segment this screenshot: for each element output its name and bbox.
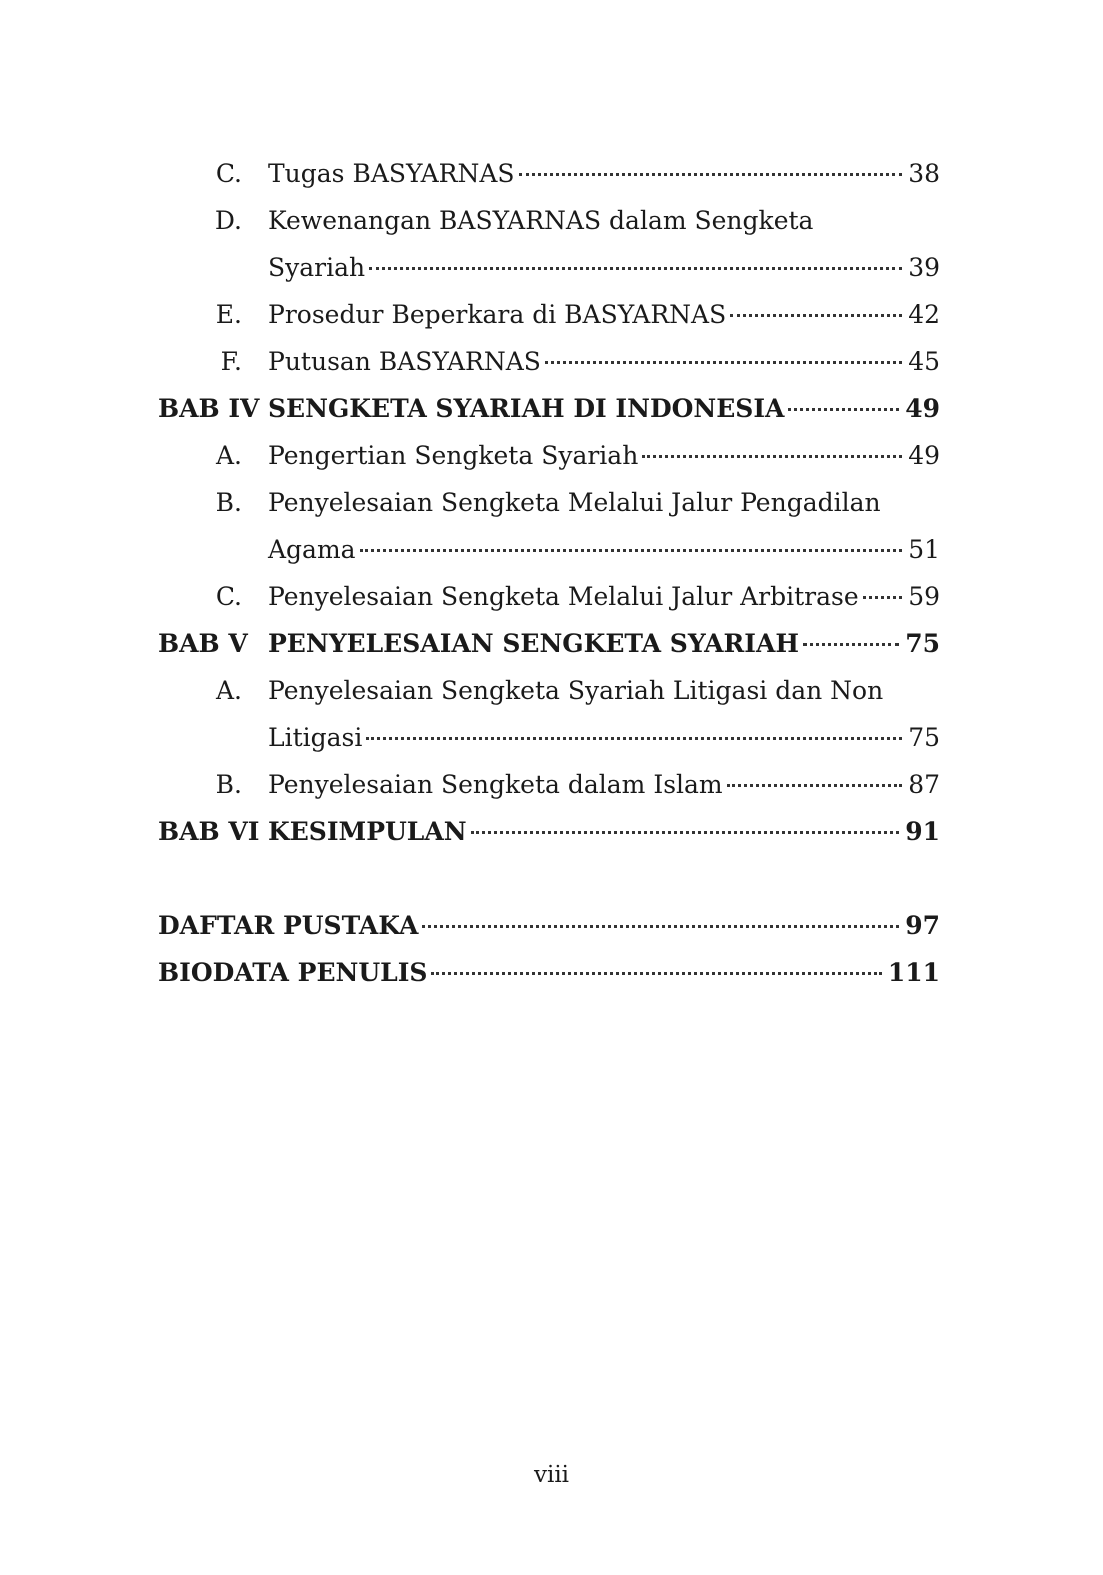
toc-title: Penyelesaian Sengketa Melalui Jalur Pengadilan: [268, 488, 881, 517]
dot-leader: [803, 643, 899, 646]
toc-entry-bab4-a[interactable]: [158, 432, 940, 479]
toc-letter: B.: [215, 770, 242, 799]
toc-title: Tugas BASYARNAS: [268, 159, 515, 188]
table-of-contents: [158, 150, 940, 996]
dot-leader: [545, 361, 902, 364]
toc-letter: F.: [220, 347, 242, 376]
toc-page: 75: [908, 723, 940, 752]
dot-leader: [788, 408, 899, 411]
toc-line: [268, 808, 940, 855]
toc-page: 49: [905, 394, 940, 423]
toc-page: 97: [905, 911, 940, 940]
toc-entry-d-kewenangan[interactable]: [158, 197, 940, 244]
section-title: DAFTAR PUSTAKA: [158, 911, 419, 940]
toc-page: 91: [905, 817, 940, 846]
toc-line: [158, 949, 940, 996]
toc-entry-bab4-b[interactable]: [158, 479, 940, 526]
toc-letter: D.: [214, 206, 242, 235]
section-title: BIODATA PENULIS: [158, 958, 428, 987]
dot-leader: [727, 784, 903, 787]
toc-entry-e-prosedur[interactable]: [158, 291, 940, 338]
toc-title-cont: Litigasi: [268, 723, 363, 752]
chapter-title: SENGKETA SYARIAH DI INDONESIA: [268, 394, 785, 423]
dot-leader: [519, 173, 903, 176]
page-number: viii: [533, 1462, 570, 1488]
toc-line: [268, 385, 940, 432]
toc-line: [268, 150, 940, 197]
dot-leader: [730, 314, 902, 317]
dot-leader: [642, 455, 902, 458]
toc-page: 51: [908, 535, 940, 564]
toc-line: [268, 291, 940, 338]
toc-page: 87: [908, 770, 940, 799]
toc-entry-bab5-a[interactable]: [158, 667, 940, 714]
toc-letter: A.: [215, 676, 242, 705]
toc-biodata-penulis[interactable]: [158, 949, 940, 996]
toc-daftar-pustaka[interactable]: [158, 902, 940, 949]
toc-line: [268, 573, 940, 620]
dot-leader: [360, 549, 903, 552]
toc-entry-f-putusan[interactable]: [158, 338, 940, 385]
toc-title-cont: Syariah: [268, 253, 366, 282]
toc-line: [158, 902, 940, 949]
chapter-title: KESIMPULAN: [268, 817, 467, 846]
toc-letter: B.: [215, 488, 242, 517]
chapter-title: PENYELESAIAN SENGKETA SYARIAH: [268, 629, 799, 658]
dot-leader: [471, 831, 900, 834]
toc-title: Penyelesaian Sengketa dalam Islam: [268, 770, 723, 799]
toc-line: [268, 714, 940, 761]
toc-line: [268, 479, 940, 526]
toc-chapter-bab-vi[interactable]: [158, 808, 940, 855]
toc-title: Prosedur Beperkara di BASYARNAS: [268, 300, 727, 329]
toc-title: Penyelesaian Sengketa Syariah Litigasi dan Non: [268, 676, 884, 705]
toc-page: 45: [908, 347, 940, 376]
toc-line: [268, 526, 940, 573]
toc-entry-bab5-a-cont[interactable]: [158, 714, 940, 761]
toc-line: [268, 244, 940, 291]
toc-entry-c-tugas[interactable]: [158, 150, 940, 197]
toc-page: 38: [908, 159, 940, 188]
toc-page: 39: [908, 253, 940, 282]
dot-leader: [863, 596, 903, 599]
toc-page: 42: [908, 300, 940, 329]
toc-page: 49: [908, 441, 940, 470]
toc-page: 75: [905, 629, 940, 658]
toc-letter: A.: [215, 441, 242, 470]
dot-leader: [431, 972, 881, 975]
chapter-label: BAB VI: [158, 817, 260, 846]
toc-page: 59: [908, 582, 940, 611]
toc-title: Putusan BASYARNAS: [268, 347, 541, 376]
toc-line: [268, 620, 940, 667]
section-gap: [158, 855, 940, 902]
toc-line: [268, 432, 940, 479]
toc-entry-bab5-b[interactable]: [158, 761, 940, 808]
toc-line: [268, 761, 940, 808]
chapter-label: BAB IV: [158, 394, 260, 423]
toc-line: [268, 197, 940, 244]
toc-line: [268, 338, 940, 385]
toc-title-cont: Agama: [268, 535, 356, 564]
toc-entry-bab4-b-cont[interactable]: [158, 526, 940, 573]
toc-letter: E.: [215, 300, 242, 329]
toc-entry-d-kewenangan-cont[interactable]: [158, 244, 940, 291]
toc-letter: C.: [215, 159, 242, 188]
chapter-label: BAB V: [158, 629, 248, 658]
toc-title: Kewenangan BASYARNAS dalam Sengketa: [268, 206, 814, 235]
toc-title: Pengertian Sengketa Syariah: [268, 441, 639, 470]
dot-leader: [422, 925, 899, 928]
toc-chapter-bab-v[interactable]: [158, 620, 940, 667]
toc-title: Penyelesaian Sengketa Melalui Jalur Arbitrase: [268, 582, 859, 611]
toc-page: 111: [887, 958, 940, 987]
toc-chapter-bab-iv[interactable]: [158, 385, 940, 432]
toc-letter: C.: [215, 582, 242, 611]
toc-entry-bab4-c[interactable]: [158, 573, 940, 620]
dot-leader: [369, 267, 902, 270]
dot-leader: [366, 737, 902, 740]
toc-line: [268, 667, 940, 714]
